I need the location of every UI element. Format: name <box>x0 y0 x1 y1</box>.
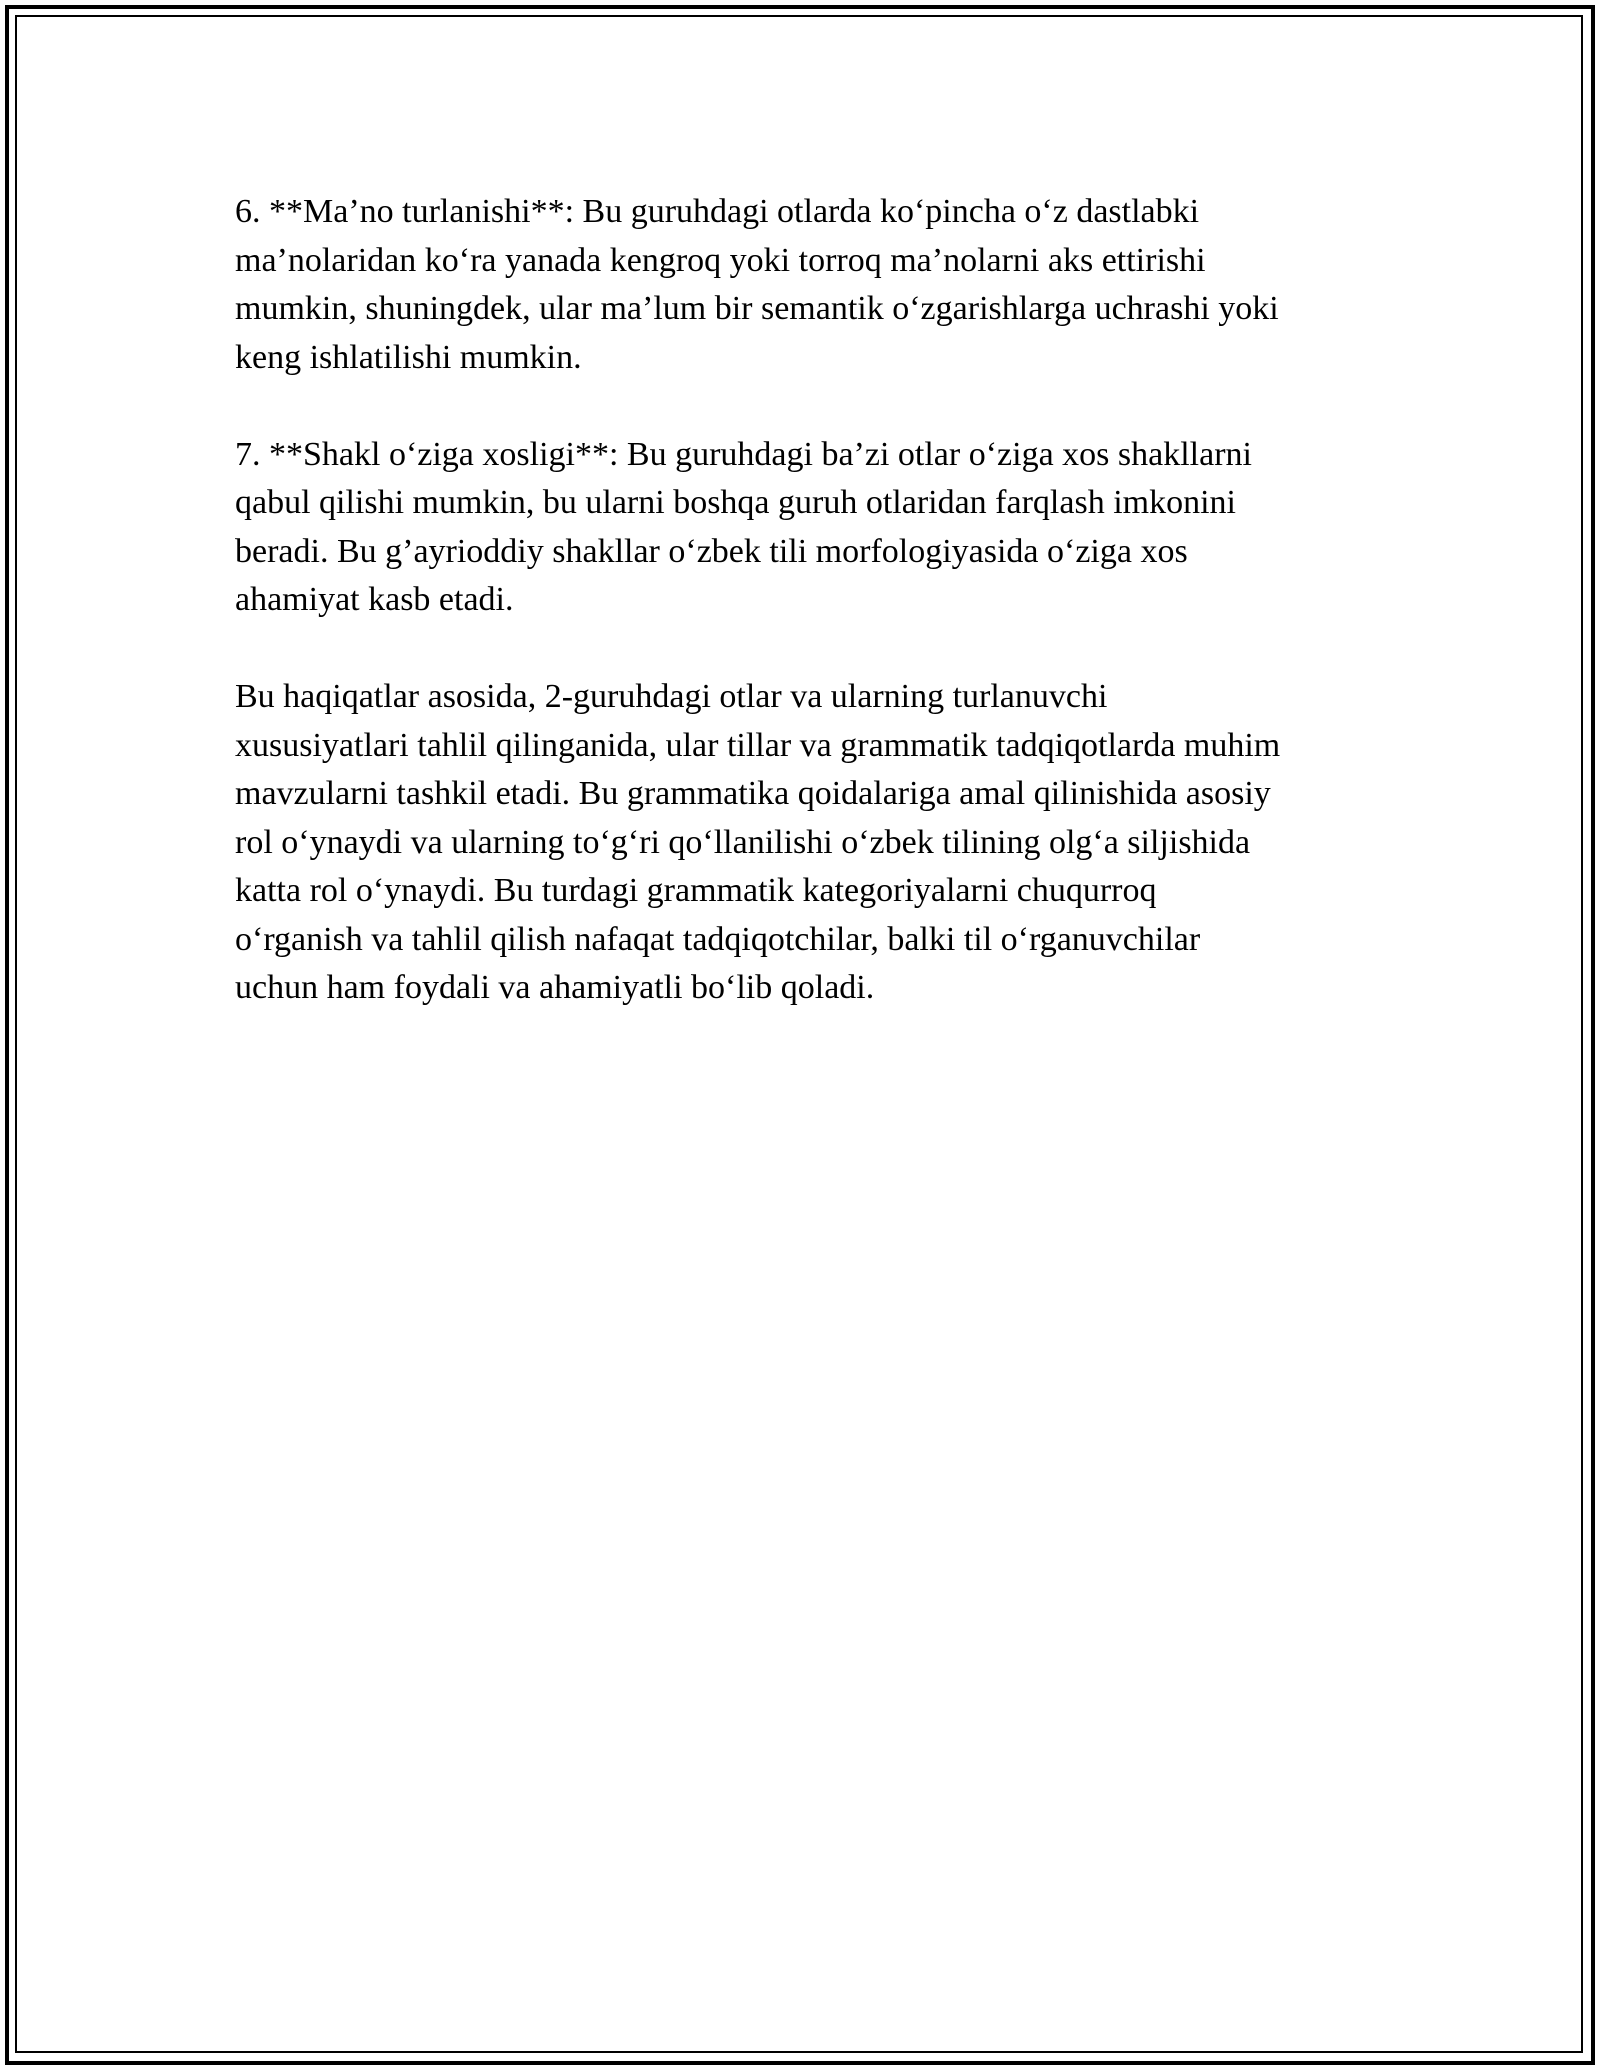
text-line: 6. **Ma’no turlanishi**: Bu guruhdagi otlarda ko‘pincha o‘z dastlabki <box>235 193 1200 230</box>
text-line: qabul qilishi mumkin, bu ularni boshqa guruh otlaridan farqlash imkonini <box>235 484 1236 521</box>
text-line: o‘rganish va tahlil qilish nafaqat tadqiqotchilar, balki til o‘rganuvchilar <box>235 920 1201 958</box>
paragraph-conclusion <box>235 673 1365 1013</box>
text-line: mavzularni tashkil etadi. Bu grammatika qoidalariga amal qilinishida asosiy <box>235 775 1271 812</box>
paragraph-7-form-specificity <box>235 431 1365 625</box>
document-body <box>235 188 1365 1061</box>
text-line: ma’nolaridan ko‘ra yanada kengroq yoki torroq ma’nolarni aks ettirishi <box>235 241 1206 279</box>
text-line: Bu haqiqatlar asosida, 2-guruhdagi otlar va ularning turlanuvchi <box>235 678 1108 715</box>
paragraph-6-meaning-declension <box>235 188 1365 382</box>
text-line: ahamiyat kasb etadi. <box>235 581 514 618</box>
text-line: beradi. Bu g’ayrioddiy shakllar o‘zbek tili morfologiyasida o‘ziga xos <box>235 532 1188 570</box>
text-line: keng ishlatilishi mumkin. <box>235 338 582 376</box>
text-line: 7. **Shakl o‘ziga xosligi**: Bu guruhdagi ba’zi otlar o‘ziga xos shakllarni <box>235 435 1252 473</box>
text-line: uchun ham foydali va ahamiyatli bo‘lib qoladi. <box>235 969 875 1006</box>
text-line: katta rol o‘ynaydi. Bu turdagi grammatik kategoriyalarni chuqurroq <box>235 872 1157 909</box>
text-line: rol o‘ynaydi va ularning to‘g‘ri qo‘llanilishi o‘zbek tilining olg‘a siljishida <box>235 823 1251 861</box>
text-line: xususiyatlari tahlil qilinganida, ular tillar va grammatik tadqiqotlarda muhim <box>235 726 1281 764</box>
text-line: mumkin, shuningdek, ular ma’lum bir semantik o‘zgarishlarga uchrashi yoki <box>235 290 1279 327</box>
